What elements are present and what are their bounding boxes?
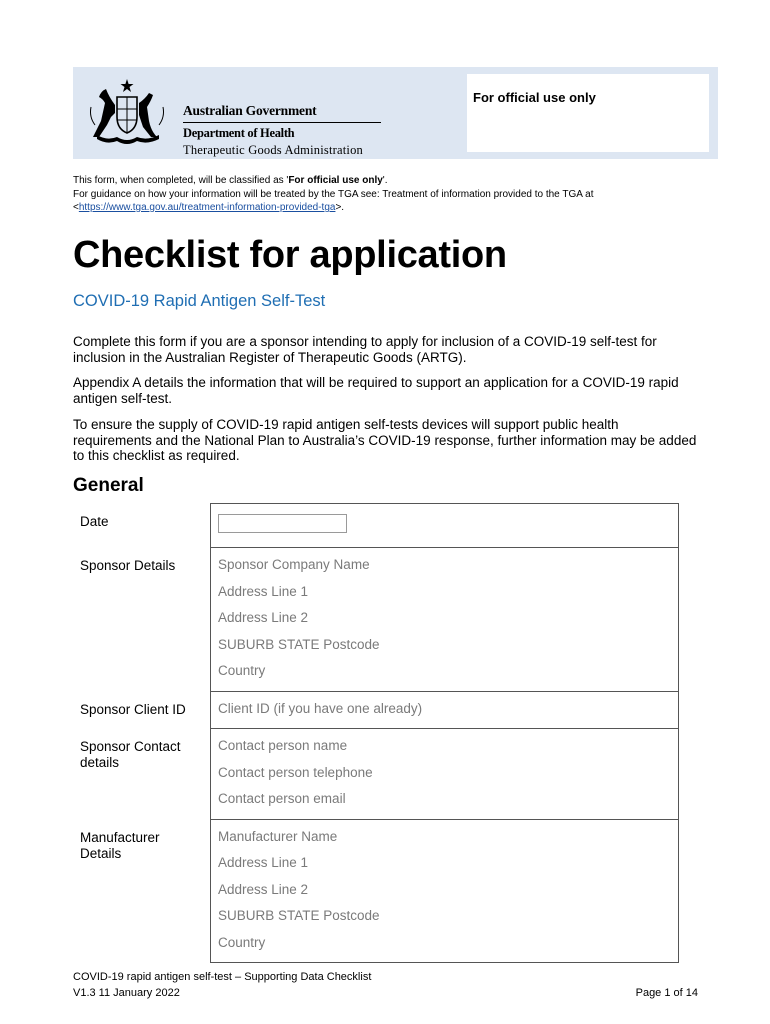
classification-suffix: '. (382, 175, 388, 186)
manufacturer-name-field[interactable]: Manufacturer Name (218, 828, 338, 844)
contact-telephone-field[interactable]: Contact person telephone (218, 764, 373, 780)
sponsor-company-name-field[interactable]: Sponsor Company Name (218, 557, 370, 572)
manufacturer-suburb-state-postcode-field[interactable]: SUBURB STATE Postcode (218, 908, 380, 923)
contact-name-field[interactable]: Contact person name (218, 738, 348, 753)
sponsor-contact-label: Sponsor Contact details (80, 739, 181, 770)
sponsor-details-label: Sponsor Details (80, 558, 176, 573)
footer-version: V1.3 11 January 2022 (73, 987, 180, 999)
manufacturer-address-line-2-field[interactable]: Address Line 2 (218, 881, 309, 897)
classification-notice (73, 174, 693, 215)
government-logo (87, 77, 377, 157)
form-row-sponsor-contact (73, 728, 679, 819)
government-title: Australian Government (183, 103, 317, 118)
manufacturer-details-cell (210, 819, 679, 964)
form-row-date (73, 503, 679, 547)
date-label: Date (80, 514, 109, 529)
manufacturer-address-line-1-field[interactable]: Address Line 1 (218, 855, 309, 870)
supply-paragraph: To ensure the supply of COVID-19 rapid antigen self-tests devices will support public health requirements and the National Plan to Australia’s COVID-19 response, further information may be added to this checklist as required. (73, 417, 697, 463)
form-row-sponsor-details (73, 547, 679, 691)
manufacturer-details-label: Manufacturer Details (80, 829, 160, 861)
page-footer (73, 969, 698, 1001)
manufacturer-country-field[interactable]: Country (218, 934, 266, 950)
section-heading-general: General (73, 475, 144, 496)
contact-email-field[interactable]: Contact person email (218, 791, 346, 806)
document-title: Checklist for application (73, 234, 507, 276)
coat-of-arms-icon (87, 77, 167, 151)
department-title: Department of Health (183, 126, 295, 140)
header-band (73, 67, 718, 159)
intro-paragraph: Complete this form if you are a sponsor intending to apply for inclusion of a COVID-19 self-test for inclusion in the Australian Register of Therapeutic Goods (ARTG). (73, 334, 657, 365)
official-use-label: For official use only (473, 90, 596, 105)
title-divider (183, 122, 381, 123)
link-suffix: >. (335, 202, 345, 213)
footer-page-number: Page 1 of 14 (635, 987, 698, 999)
link-prefix: < (73, 202, 79, 213)
sponsor-contact-cell (210, 728, 679, 819)
form-row-sponsor-client-id (73, 691, 679, 729)
date-cell (210, 503, 679, 547)
classification-level: For official use only (288, 175, 383, 186)
sponsor-details-cell (210, 547, 679, 691)
document-subtitle: COVID-19 Rapid Antigen Self-Test (73, 292, 326, 310)
sponsor-address-line-1-field[interactable]: Address Line 1 (218, 583, 309, 599)
client-id-field[interactable]: Client ID (if you have one already) (218, 700, 423, 716)
footer-document-name: COVID-19 rapid antigen self-test – Supporting Data Checklist (73, 971, 372, 983)
date-input[interactable] (218, 514, 347, 533)
tga-guidance-link[interactable]: https://www.tga.gov.au/treatment-information-provided-tga (78, 202, 336, 213)
guidance-line: For guidance on how your information will be treated by the TGA see: Treatment of information provided to the TGA at (73, 188, 594, 200)
classification-prefix: This form, when completed, will be classified as ' (73, 175, 289, 186)
sponsor-client-id-cell (210, 691, 679, 729)
sponsor-address-line-2-field[interactable]: Address Line 2 (218, 610, 309, 625)
classification-line (73, 174, 693, 188)
official-use-box (467, 74, 709, 152)
sponsor-country-field[interactable]: Country (218, 663, 266, 678)
agency-title: Therapeutic Goods Administration (183, 143, 363, 157)
appendix-paragraph: Appendix A details the information that will be required to support an application for a COVID-19 rapid antigen self-test. (73, 375, 679, 406)
guidance-link-line (73, 201, 693, 215)
sponsor-suburb-state-postcode-field[interactable]: SUBURB STATE Postcode (218, 636, 380, 652)
form-row-manufacturer (73, 819, 679, 964)
general-form (73, 503, 679, 963)
sponsor-client-id-label: Sponsor Client ID (80, 701, 186, 717)
